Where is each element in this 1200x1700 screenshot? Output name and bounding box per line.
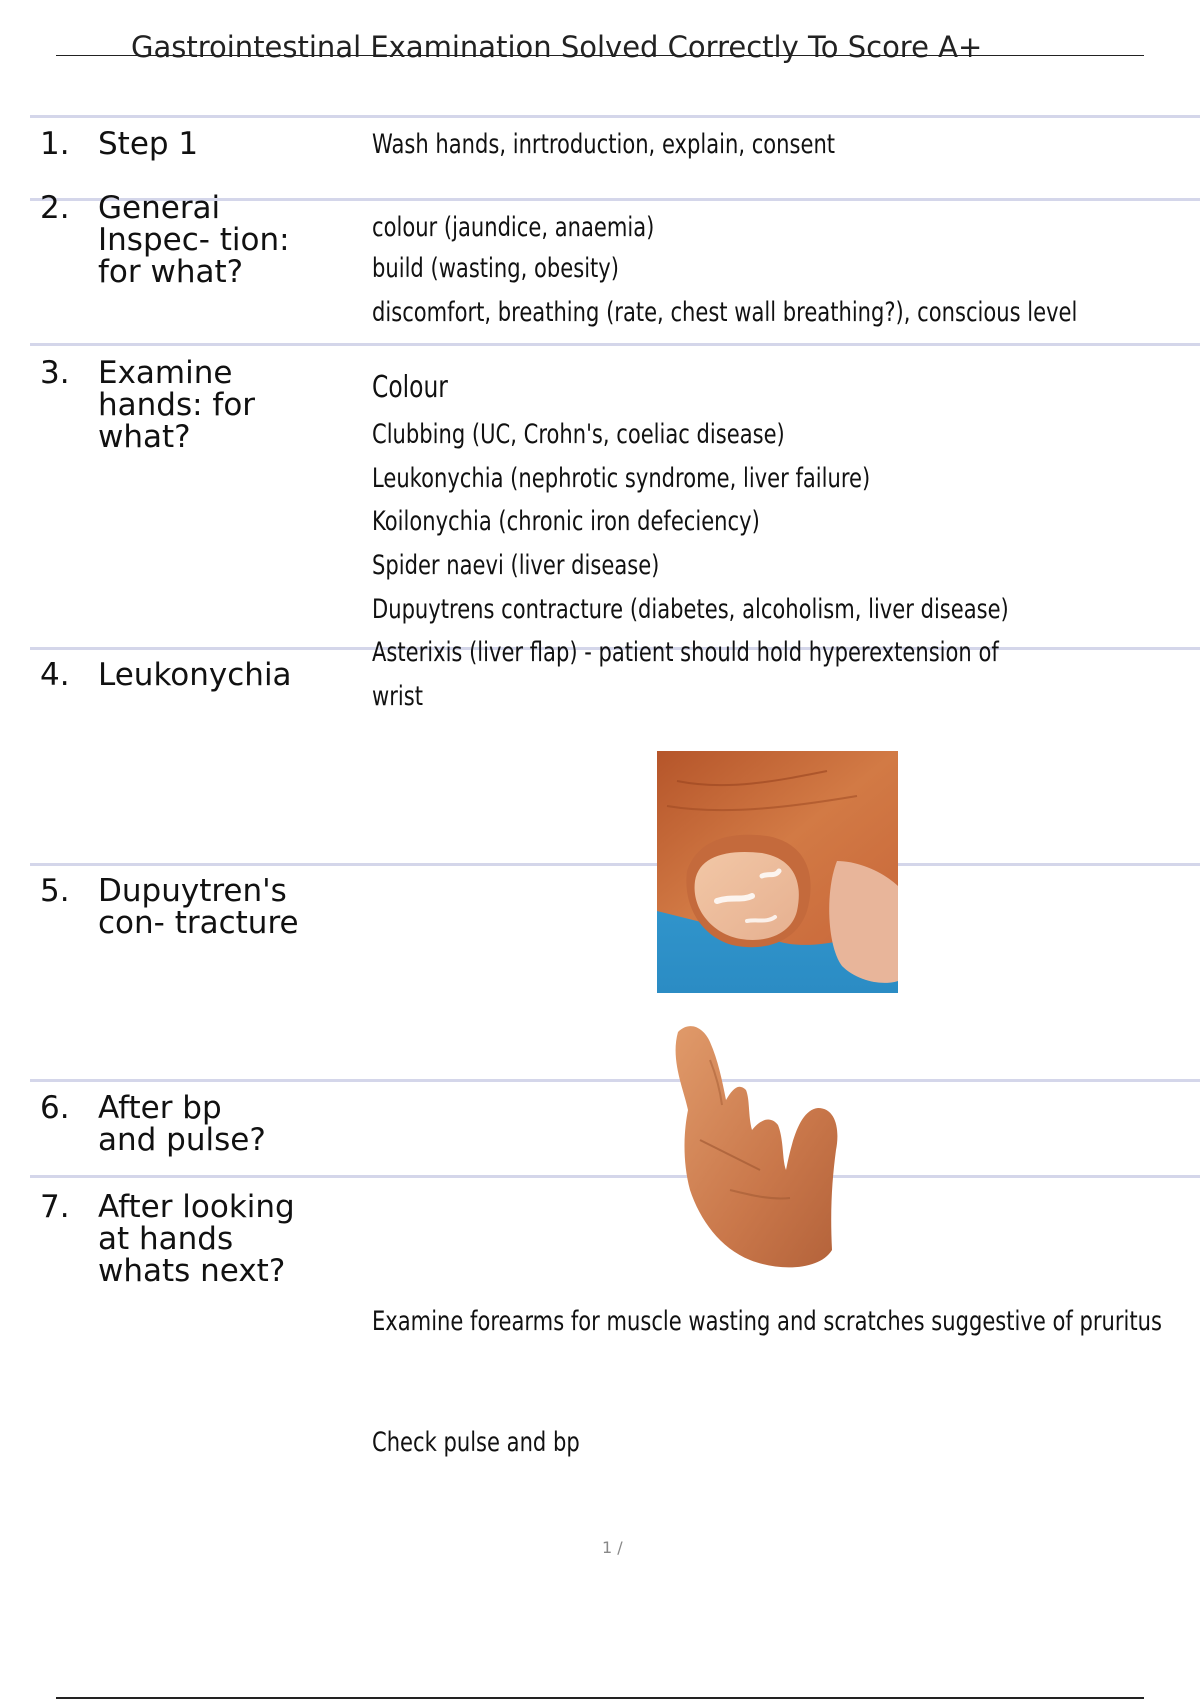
answer-3-line: Koilonychia (chronic iron defeciency) — [372, 506, 760, 537]
question-text-line: Examine — [98, 355, 233, 391]
question-number: 5. — [40, 873, 70, 909]
question-number: 2. — [40, 190, 70, 226]
question-number: 1. — [40, 126, 70, 162]
dupuytren-hand-photo — [660, 1020, 900, 1270]
hand-photo-svg — [660, 1020, 900, 1270]
question-number: 6. — [40, 1090, 70, 1126]
question-text-line: for what? — [98, 254, 244, 290]
row-divider — [30, 343, 1200, 346]
answer-3-line: Colour — [372, 370, 448, 405]
answer-3-line: wrist — [372, 681, 423, 712]
nail-photo-svg — [657, 751, 898, 993]
answer-6: Examine forearms for muscle wasting and scratches suggestive of pruritus — [372, 1306, 1162, 1337]
answer-3-line: Asterixis (liver flap) - patient should hold hyperextension of — [372, 637, 999, 668]
question-text-line: con- tracture — [98, 905, 299, 941]
answer-3-line: Spider naevi (liver disease) — [372, 550, 660, 581]
footer-rule — [56, 1697, 1144, 1699]
row-divider — [30, 1175, 1200, 1178]
question-text-line: whats next? — [98, 1253, 286, 1289]
question-number: 4. — [40, 657, 70, 693]
question-text-line: Dupuytren's — [98, 873, 287, 909]
question-text-line: After looking — [98, 1189, 295, 1225]
page-number: 1 / — [602, 1538, 623, 1557]
row-divider — [30, 863, 1200, 866]
answer-2-line: colour (jaundice, anaemia) — [372, 212, 655, 243]
row-divider — [30, 115, 1200, 118]
question-text: Leukonychia — [98, 657, 292, 693]
row-divider — [30, 1079, 1200, 1082]
question-text-line: Generai — [98, 190, 221, 226]
question-text-line: what? — [98, 419, 191, 455]
question-text-line: hands: for — [98, 387, 256, 423]
answer-3-line: Leukonychia (nephrotic syndrome, liver failure) — [372, 463, 871, 494]
document-title: Gastrointestinal Examination Solved Correctly To Score A+ — [131, 30, 983, 64]
question-text-line: Inspec- tion: — [98, 222, 290, 258]
question-number: 7. — [40, 1189, 70, 1225]
answer-1: Wash hands, inrtroduction, explain, consent — [372, 129, 836, 160]
answer-3-line: Clubbing (UC, Crohn's, coeliac disease) — [372, 419, 785, 450]
document-header — [56, 30, 1144, 64]
question-text: Step 1 — [98, 126, 199, 162]
answer-2-line: build (wasting, obesity) — [372, 253, 619, 284]
question-text-line: After bp — [98, 1090, 222, 1126]
question-text-line: at hands — [98, 1221, 234, 1257]
leukonychia-nail-photo — [657, 751, 898, 993]
answer-3-line: Dupuytrens contracture (diabetes, alcoholism, liver disease) — [372, 594, 1009, 625]
question-text-line: and pulse? — [98, 1122, 266, 1158]
question-number: 3. — [40, 355, 70, 391]
answer-7: Check pulse and bp — [372, 1427, 580, 1458]
answer-2-line: discomfort, breathing (rate, chest wall breathing?), conscious level — [372, 297, 1078, 328]
